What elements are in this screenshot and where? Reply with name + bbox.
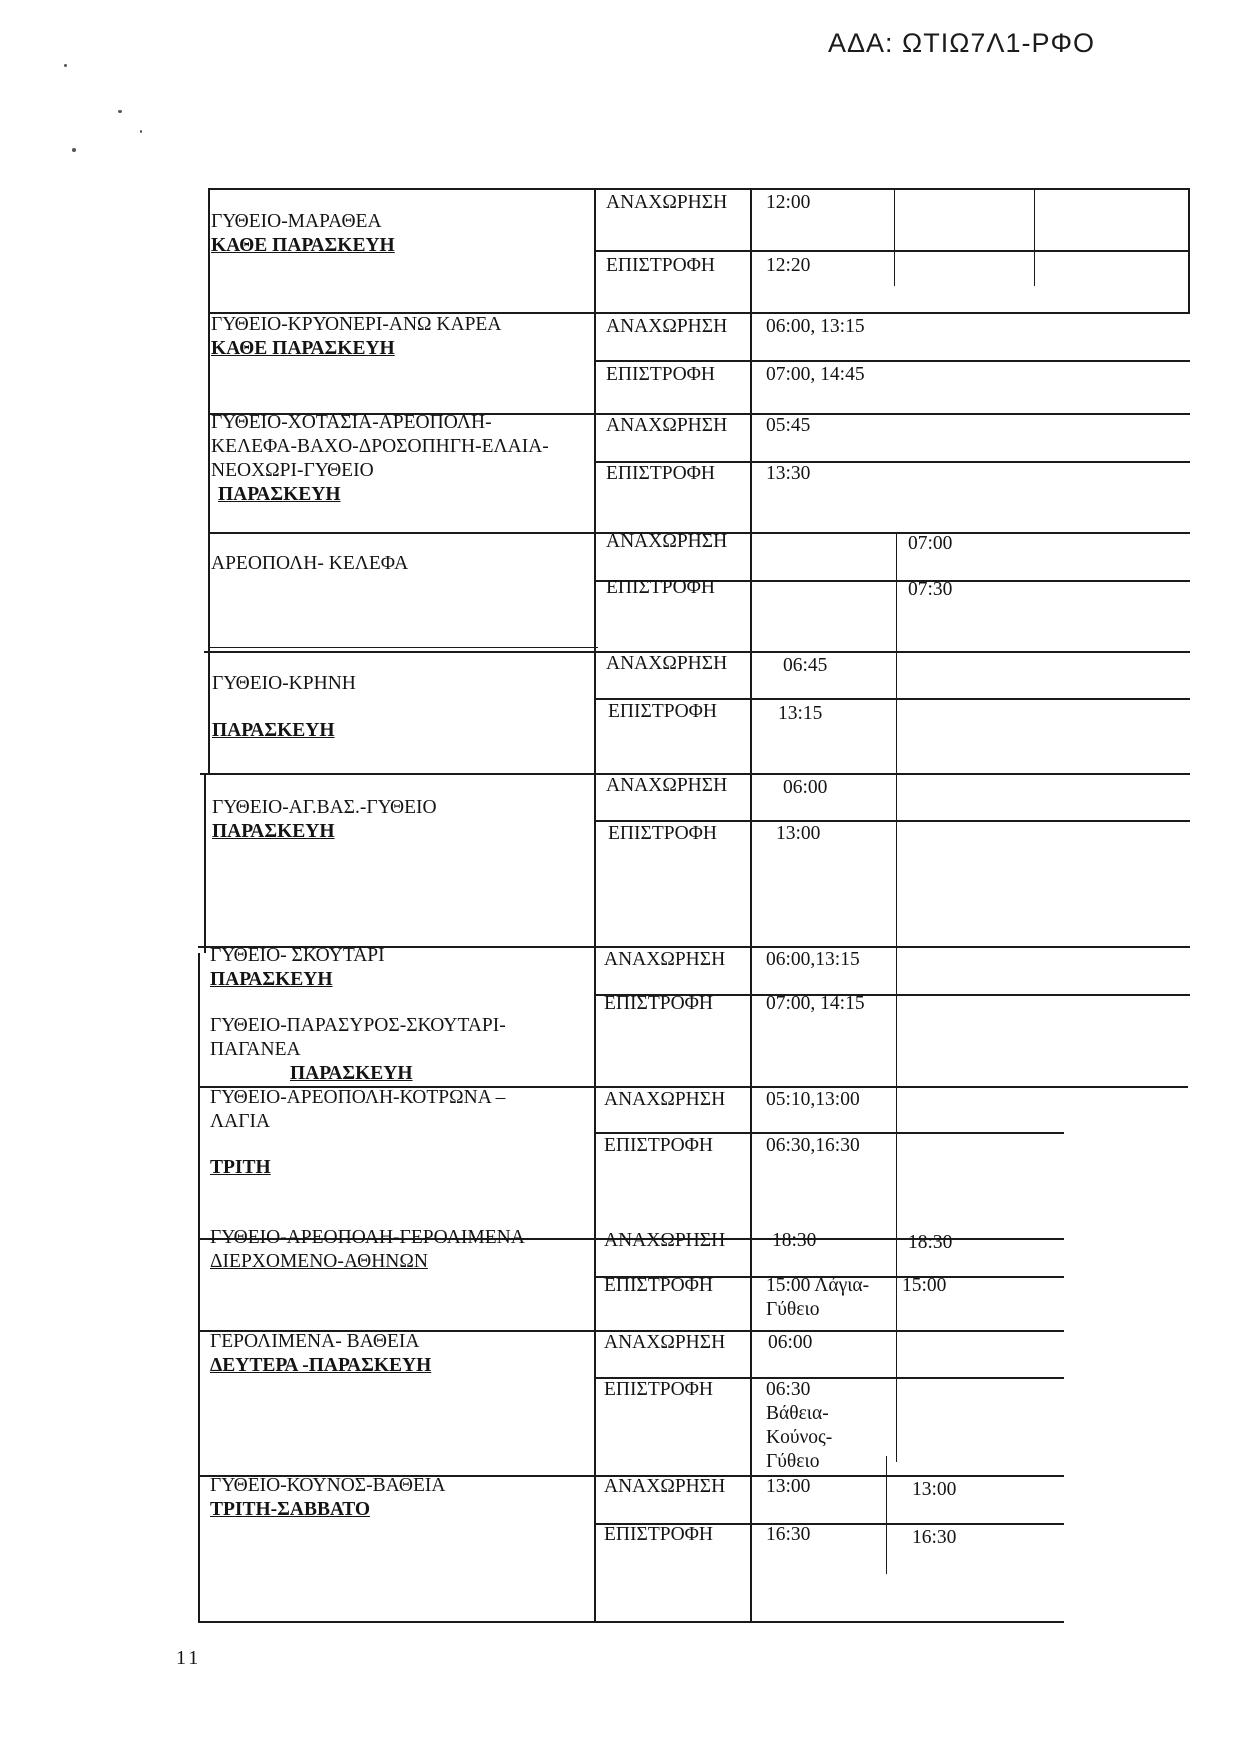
scan-speck	[140, 130, 142, 133]
route-days: ΠΑΡΑΣΚΕΥΗ	[212, 720, 335, 741]
scan-speck	[72, 148, 76, 152]
return-time: 13:15	[778, 703, 823, 724]
column-separator	[886, 1456, 887, 1574]
route-days: ΠΑΡΑΣΚΕΥΗ	[212, 821, 335, 842]
route-name: ΓΥΘΕΙΟ-ΚΡΥΟΝΕΡΙ-ΑΝΩ ΚΑΡΕΑ	[211, 314, 502, 335]
row-separator	[208, 647, 598, 648]
route-name-secondary: ΓΥΘΕΙΟ-ΠΑΡΑΣΥΡΟΣ-ΣΚΟΥΤΑΡΙ-ΠΑΓΑΝΕΑ	[210, 1015, 506, 1060]
departure-label: ΑΝΑΧΩΡΗΣΗ	[606, 415, 728, 436]
route-name: ΑΡΕΟΠΟΛΗ- ΚΕΛΕΦΑ	[211, 553, 409, 574]
return-label: ΕΠΙΣΤΡΟΦΗ	[606, 364, 716, 385]
departure-time: 06:00,13:15	[766, 949, 860, 970]
column-separator	[894, 188, 895, 286]
return-time: 15:00 Λάγια-Γύθειο	[766, 1275, 870, 1320]
return-label: ΕΠΙΣΤΡΟΦΗ	[604, 993, 714, 1014]
departure-label: ΑΝΑΧΩΡΗΣΗ	[606, 531, 728, 552]
route-name: ΓΕΡΟΛΙΜΕΝΑ- ΒΑΘΕΙΑ	[210, 1331, 420, 1352]
column-separator	[1034, 188, 1035, 286]
route-days: ΔΕΥΤΕΡΑ -ΠΑΡΑΣΚΕΥΗ	[210, 1355, 432, 1376]
row-separator	[208, 188, 1190, 190]
route-name: ΓΥΘΕΙΟ-ΑΡΕΟΠΟΛΗ-ΓΕΡΟΛΙΜΕΝΑ	[210, 1227, 525, 1248]
departure-label: ΑΝΑΧΩΡΗΣΗ	[604, 1476, 726, 1497]
route-days: ΚΑΘΕ ΠΑΡΑΣΚΕΥΗ	[211, 235, 395, 256]
row-separator	[594, 250, 1190, 252]
table-border	[198, 953, 200, 1622]
return-time: 15:00	[902, 1275, 947, 1296]
route-days: ΠΑΡΑΣΚΕΥΗ	[210, 969, 333, 990]
return-label: ΕΠΙΣΤΡΟΦΗ	[606, 255, 716, 276]
route-name: ΓΥΘΕΙΟ-ΚΟΥΝΟΣ-ΒΑΘΕΙΑ	[210, 1475, 446, 1496]
departure-time: 13:00	[912, 1479, 957, 1500]
table-border	[204, 773, 206, 953]
route-name: ΓΥΘΕΙΟ-ΑΓ.ΒΑΣ.-ΓΥΘΕΙΟ	[212, 797, 437, 818]
departure-time: 18:30	[772, 1230, 817, 1251]
document-reference-code: ΑΔΑ: ΩΤΙΩ7Λ1-ΡΦΟ	[828, 28, 1096, 58]
route-name-line2: ΔΙΕΡΧΟΜΕΝΟ-ΑΘΗΝΩΝ	[210, 1251, 428, 1272]
departure-label: ΑΝΑΧΩΡΗΣΗ	[606, 653, 728, 674]
route-name: ΓΥΘΕΙΟ-ΜΑΡΑΘΕΑ	[211, 211, 382, 232]
column-separator	[750, 188, 752, 1622]
return-label: ΕΠΙΣΤΡΟΦΗ	[608, 701, 718, 722]
bus-schedule-table	[196, 188, 1190, 1624]
return-label: ΕΠΙΣΤΡΟΦΗ	[608, 823, 718, 844]
departure-time: 06:00, 13:15	[766, 316, 865, 337]
return-time: 16:30	[766, 1524, 811, 1545]
table-border	[208, 188, 210, 773]
route-days-secondary: ΠΑΡΑΣΚΕΥΗ	[290, 1063, 413, 1084]
return-label: ΕΠΙΣΤΡΟΦΗ	[604, 1524, 714, 1545]
scan-speck	[64, 64, 67, 67]
departure-label: ΑΝΑΧΩΡΗΣΗ	[604, 949, 726, 970]
row-separator	[594, 360, 1190, 362]
route-name: ΓΥΘΕΙΟ-ΧΟΤΑΣΙΑ-ΑΡΕΟΠΟΛΗ-ΚΕΛΕΦΑ-ΒΑΧΟ-ΔΡΟΣΟΠΗΓΗ-ΕΛΑΙΑ-ΝΕΟΧΩΡΙ-ΓΥΘΕΙΟ	[211, 412, 549, 481]
route-days: ΤΡΙΤΗ-ΣΑΒΒΑΤΟ	[210, 1499, 371, 1520]
departure-label: ΑΝΑΧΩΡΗΣΗ	[606, 775, 728, 796]
return-time: 13:00	[776, 823, 821, 844]
route-name: ΓΥΘΕΙΟ- ΣΚΟΥΤΑΡΙ	[210, 945, 385, 966]
route-name: ΓΥΘΕΙΟ-ΚΡΗΝΗ	[212, 673, 356, 694]
departure-time: 07:00	[908, 533, 953, 554]
departure-time: 06:45	[783, 655, 828, 676]
departure-time: 05:10,13:00	[766, 1089, 860, 1110]
route-days: ΠΑΡΑΣΚΕΥΗ	[218, 484, 341, 505]
return-time: 07:00, 14:45	[766, 364, 865, 385]
departure-label: ΑΝΑΧΩΡΗΣΗ	[604, 1230, 726, 1251]
return-time: 12:20	[766, 255, 811, 276]
return-label: ΕΠΙΣΤΡΟΦΗ	[606, 577, 716, 598]
departure-label: ΑΝΑΧΩΡΗΣΗ	[604, 1089, 726, 1110]
column-separator	[594, 188, 596, 1622]
page-number: 11	[176, 1647, 202, 1669]
return-label: ΕΠΙΣΤΡΟΦΗ	[606, 463, 716, 484]
return-time: 06:30,16:30	[766, 1135, 860, 1156]
return-label: ΕΠΙΣΤΡΟΦΗ	[604, 1379, 714, 1400]
departure-label: ΑΝΑΧΩΡΗΣΗ	[606, 316, 728, 337]
departure-time: 06:00	[768, 1332, 813, 1353]
column-separator	[896, 532, 897, 1462]
table-border	[198, 1621, 1064, 1623]
departure-time: 18:30	[908, 1232, 953, 1253]
return-time: 13:30	[766, 463, 811, 484]
return-time: 06:30 Βάθεια-Κούνος-Γύθειο	[766, 1379, 833, 1472]
route-name: ΓΥΘΕΙΟ-ΑΡΕΟΠΟΛΗ-ΚΟΤΡΩΝΑ – ΛΑΓΙΑ	[210, 1087, 506, 1132]
departure-time: 12:00	[766, 192, 811, 213]
departure-label: ΑΝΑΧΩΡΗΣΗ	[606, 192, 728, 213]
departure-time: 13:00	[766, 1476, 811, 1497]
scan-speck	[118, 110, 122, 113]
return-label: ΕΠΙΣΤΡΟΦΗ	[604, 1135, 714, 1156]
route-days: ΤΡΙΤΗ	[210, 1157, 271, 1178]
return-time: 16:30	[912, 1527, 957, 1548]
departure-time: 06:00	[783, 777, 828, 798]
route-days: ΚΑΘΕ ΠΑΡΑΣΚΕΥΗ	[211, 338, 395, 359]
return-time: 07:00, 14:15	[766, 993, 865, 1014]
return-label: ΕΠΙΣΤΡΟΦΗ	[604, 1275, 714, 1296]
departure-label: ΑΝΑΧΩΡΗΣΗ	[604, 1332, 726, 1353]
return-time: 07:30	[908, 579, 953, 600]
departure-time: 05:45	[766, 415, 811, 436]
